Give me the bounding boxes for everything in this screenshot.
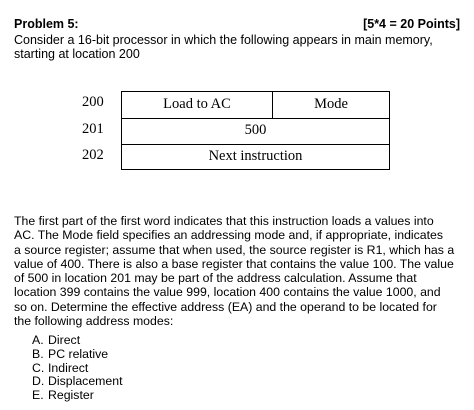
- mode-item-register: [32, 389, 123, 403]
- address-modes-list: [32, 334, 123, 403]
- description-line: so on. Determine the effective address (EA) and the operand to be located for: [14, 299, 437, 314]
- mode-label: Displacement: [48, 374, 123, 389]
- mode-letter: B.: [32, 346, 44, 361]
- problem-description: [14, 214, 462, 328]
- description-line: AC. The Mode field specifies an addressing mode and, if appropriate, indicates: [14, 228, 444, 243]
- problem-intro: [14, 33, 460, 61]
- address-field-cell: 500: [244, 122, 267, 138]
- mode-cell: Mode: [314, 96, 348, 112]
- problem-title: Problem 5:: [14, 17, 79, 31]
- description-line: the following address modes:: [14, 314, 174, 329]
- memory-table: [121, 91, 390, 170]
- memory-row-202: [122, 144, 389, 170]
- description-line: value of 400. There is also a base register that contains the value 100. The value: [14, 256, 454, 271]
- mode-item-displacement: [32, 375, 123, 389]
- memory-row-200: [122, 92, 389, 119]
- intro-line: starting at location 200: [14, 47, 140, 61]
- memory-row-201: [122, 118, 389, 145]
- mode-letter: E.: [32, 388, 44, 403]
- description-line: a source register; assume that when used, the source register is R1, which has a: [14, 242, 455, 257]
- mode-letter: D.: [32, 374, 45, 389]
- problem-header: [14, 17, 460, 32]
- mode-letter: C.: [32, 360, 45, 375]
- mode-label: PC relative: [48, 346, 109, 361]
- description-line: of 500 in location 201 may be part of the address calculation. Assume that: [14, 271, 417, 286]
- mode-item-indirect: [32, 362, 123, 376]
- address-202: 202: [82, 147, 104, 163]
- points-label: [5*4 = 20 Points]: [363, 17, 460, 31]
- mode-letter: A.: [32, 333, 44, 347]
- mode-label: Register: [48, 388, 94, 403]
- intro-line: Consider a 16-bit processor in which the following appears in main memory,: [14, 33, 433, 47]
- description-line: The first part of the first word indicates that this instruction loads a values into: [14, 214, 434, 228]
- mode-item-direct: [32, 334, 123, 348]
- memory-diagram: [70, 91, 390, 171]
- mode-label: Direct: [48, 333, 81, 347]
- mode-label: Indirect: [48, 360, 89, 375]
- mode-item-pc-relative: [32, 348, 123, 362]
- address-200: 200: [82, 94, 104, 110]
- opcode-cell: Load to AC: [122, 92, 273, 118]
- next-instruction-cell: Next instruction: [208, 148, 303, 164]
- address-201: 201: [82, 121, 104, 137]
- description-line: location 399 contains the value 999, location 400 contains the value 1000, and: [14, 285, 441, 300]
